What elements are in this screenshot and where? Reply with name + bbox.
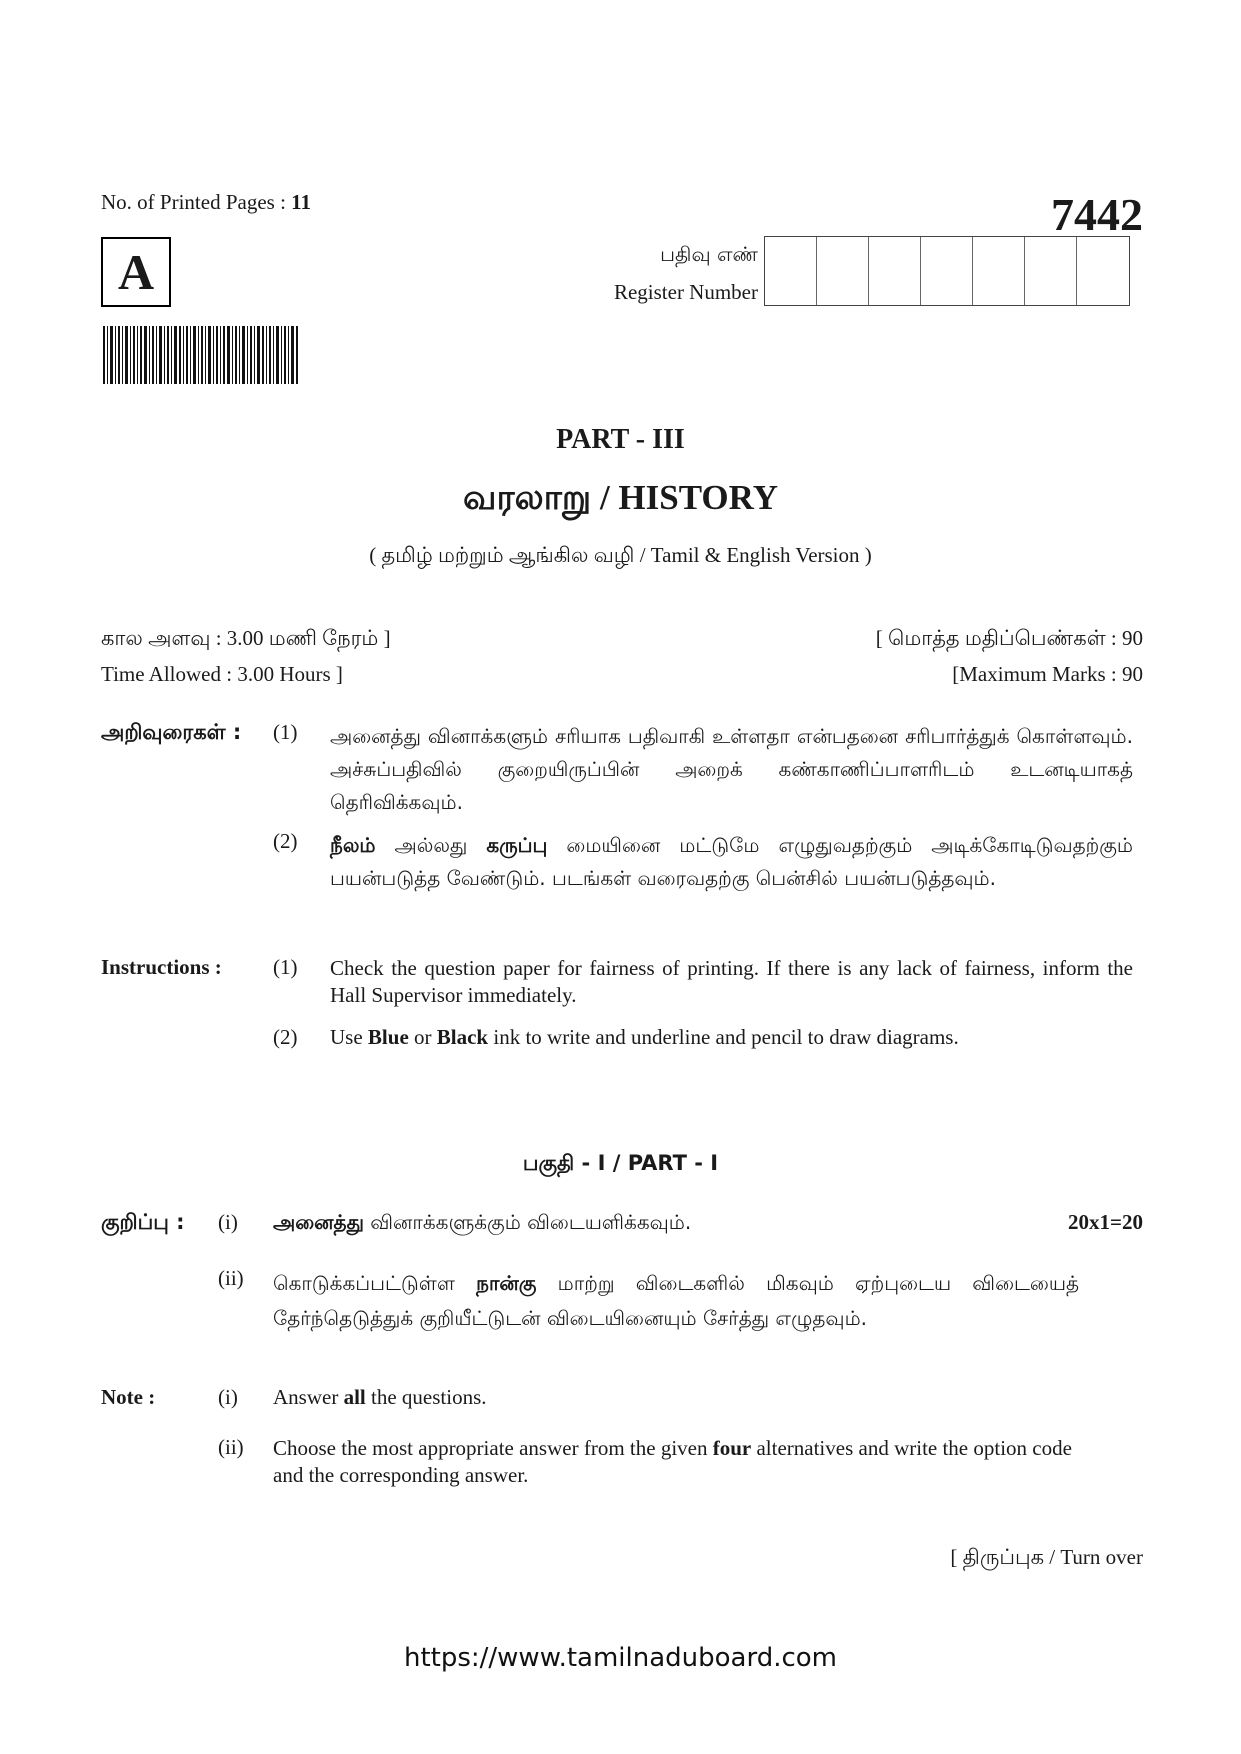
footer-url[interactable]: https://www.tamilnaduboard.com (403, 1643, 838, 1673)
note-text: Answer (273, 1385, 344, 1409)
register-digit-box[interactable] (765, 237, 817, 305)
emphasis-all: all (343, 1385, 366, 1409)
instruction-tamil-2 (330, 829, 1133, 895)
instruction-tamil-1: அனைத்து வினாக்களும் சரியாக பதிவாகி உள்ளதா என்பதனை சரிபார்த்துக் கொள்ளவும். அச்சுப்பதிவில் குறையிருப்பின் அறைக் கண்காணிப்பாளரிடம் உடனடியாகத் தெரிவிக்கவும். (330, 724, 1133, 814)
note-tamil-label: குறிப்பு : (101, 1210, 185, 1234)
part-title: PART - III (556, 424, 685, 455)
register-number-boxes[interactable] (764, 236, 1130, 306)
section-title: பகுதி - I / PART - I (522, 1151, 719, 1175)
note-text: Choose the most appropriate answer from the given (273, 1436, 713, 1460)
register-digit-box[interactable] (1077, 237, 1129, 305)
max-marks-tamil: [ மொத்த மதிப்பெண்கள் : 90 (875, 626, 1143, 650)
note-text: வினாக்களுக்கும் விடையளிக்கவும். (363, 1210, 692, 1234)
instruction-number: (2) (273, 829, 298, 853)
note-text: மாற்று விடைகளில் மிகவும் ஏற்புடைய விடையைத் தேர்ந்தெடுத்துக் குறியீட்டுடன் விடையினையும் சேர்த்து எழுதவும். (273, 1271, 1080, 1330)
paper-code: 7442 (1051, 189, 1143, 240)
instruction-number: (1) (273, 955, 298, 979)
instruction-text: ink to write and underline and pencil to draw diagrams. (488, 1025, 959, 1049)
instruction-number: (1) (273, 720, 298, 744)
emphasis-blue: நீலம் (330, 833, 376, 857)
register-digit-box[interactable] (869, 237, 921, 305)
printed-pages-line (101, 190, 311, 215)
version-line: ( தமிழ் மற்றும் ஆங்கில வழி / Tamil & English Version ) (369, 543, 872, 567)
turn-over-label: [ திருப்புக / Turn over (950, 1545, 1143, 1569)
barcode-icon (103, 326, 298, 384)
note-text: the questions. (365, 1385, 487, 1409)
instruction-number: (2) (273, 1025, 298, 1049)
note-tamil-2 (273, 1266, 1079, 1336)
printed-pages-value: 11 (291, 190, 311, 214)
register-digit-box[interactable] (817, 237, 869, 305)
note-text: கொடுக்கப்பட்டுள்ள (273, 1271, 477, 1295)
emphasis-black: கருப்பு (486, 833, 548, 857)
instruction-text: or (408, 1025, 437, 1049)
time-allowed-english: Time Allowed : 3.00 Hours ] (101, 662, 343, 686)
subject-title: வரலாறு / HISTORY (463, 478, 778, 517)
printed-pages-label: No. of Printed Pages : (101, 190, 286, 214)
register-digit-box[interactable] (921, 237, 973, 305)
marks-scheme: 20x1=20 (1068, 1210, 1143, 1234)
instruction-english-1: Check the question paper for fairness of printing. If there is any lack of fairness, inform the Hall Supervisor immediately. (330, 956, 1133, 1007)
note-english-label: Note : (101, 1385, 156, 1409)
max-marks-english: [Maximum Marks : 90 (952, 662, 1143, 686)
emphasis-blue: Blue (367, 1025, 409, 1049)
note-number: (ii) (218, 1266, 244, 1290)
instruction-english-2 (330, 1025, 1133, 1050)
question-set-box: A (101, 237, 171, 307)
instruction-text: அல்லது (375, 833, 487, 857)
emphasis-four: நான்கு (476, 1271, 537, 1295)
note-english-1 (273, 1385, 487, 1410)
instruction-text: Use (330, 1025, 368, 1049)
note-number: (i) (218, 1210, 238, 1234)
note-tamil-1 (273, 1210, 691, 1237)
instruction-text: மையினை மட்டுமே எழுதுவதற்கும் அடிக்கோடிடுவதற்கும் பயன்படுத்த வேண்டும். படங்கள் வரைவதற்கு பென்சில் பயன்படுத்தவும். (330, 833, 1133, 890)
time-allowed-tamil: கால அளவு : 3.00 மணி நேரம் ] (101, 626, 391, 650)
note-english-2 (273, 1435, 1079, 1489)
emphasis-all: அனைத்து (273, 1210, 364, 1234)
instructions-english-label: Instructions : (101, 955, 222, 979)
note-text: alternatives and write the option code and the corresponding answer. (273, 1436, 1072, 1487)
note-number: (i) (218, 1385, 238, 1409)
register-label-english: Register Number (613, 280, 758, 304)
emphasis-four: four (712, 1436, 752, 1460)
register-label-tamil: பதிவு எண் (660, 242, 758, 266)
note-number: (ii) (218, 1435, 244, 1459)
register-digit-box[interactable] (973, 237, 1025, 305)
emphasis-black: Black (436, 1025, 489, 1049)
register-digit-box[interactable] (1025, 237, 1077, 305)
instructions-tamil-label: அறிவுரைகள் : (101, 720, 242, 744)
